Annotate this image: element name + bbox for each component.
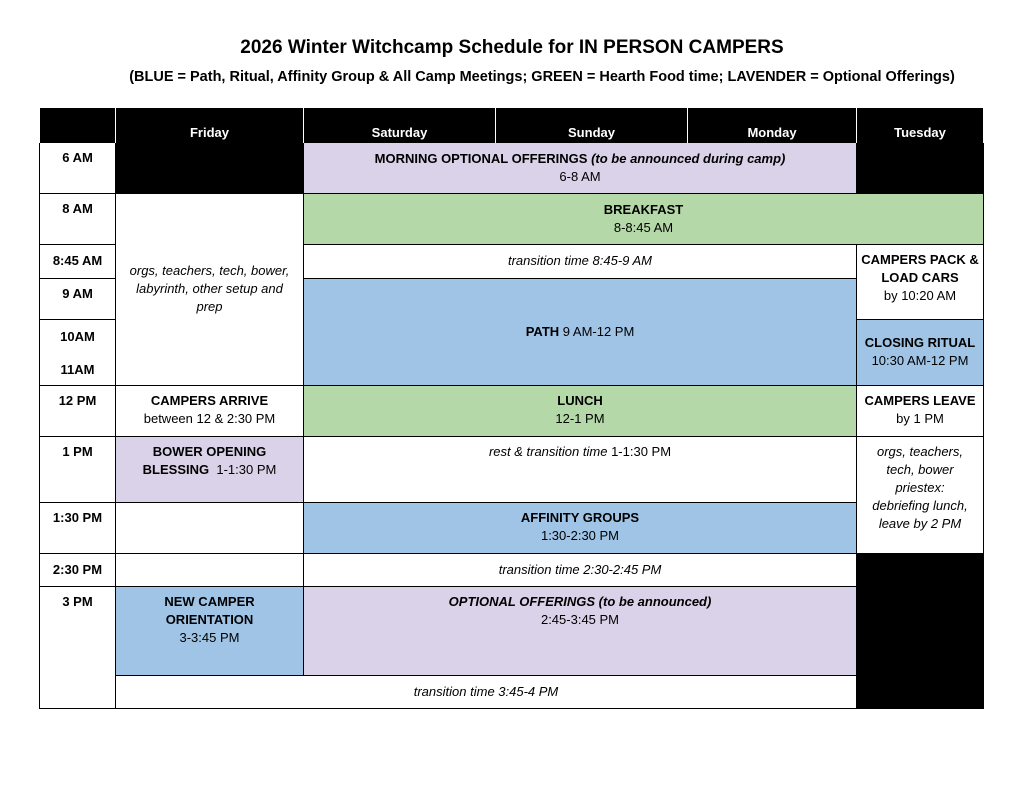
header-corner	[40, 108, 116, 142]
morning-offerings-title: MORNING OPTIONAL OFFERINGS	[374, 150, 588, 166]
bower-opening-time: 1-1:30 PM	[216, 461, 277, 477]
campers-arrive-title: CAMPERS ARRIVE	[150, 392, 269, 408]
transition-label: transition	[498, 561, 552, 577]
morning-offerings-cell	[304, 142, 857, 193]
header-tuesday: Tuesday	[857, 108, 984, 142]
path-title: PATH	[525, 323, 560, 339]
debrief-line-5: leave by 2 PM	[878, 515, 962, 531]
row-8am	[40, 193, 984, 244]
campers-leave-title: CAMPERS LEAVE	[864, 392, 976, 408]
header-row	[40, 108, 984, 142]
setup-cell	[116, 193, 304, 385]
time-label: 12 PM	[40, 385, 116, 436]
time-label: 11AM	[40, 355, 116, 385]
affinity-groups-title: AFFINITY GROUPS	[520, 509, 640, 525]
pack-cars-title-2: LOAD CARS	[881, 269, 959, 285]
campers-arrive-cell	[116, 385, 304, 436]
optional-offerings-cell	[304, 586, 857, 675]
transition-cell-230	[304, 553, 857, 586]
path-cell	[304, 278, 857, 385]
blocked-cell	[857, 142, 984, 193]
empty-cell	[116, 502, 304, 553]
rest-transition-time: 1-1:30 PM	[611, 443, 672, 459]
rest-transition-label: rest & transition time	[488, 443, 608, 459]
bower-opening-title-2: BLESSING	[142, 461, 210, 477]
campers-leave-cell	[857, 385, 984, 436]
closing-ritual-title: CLOSING RITUAL	[864, 335, 976, 350]
time-label: 1:30 PM	[40, 502, 116, 553]
new-camper-time: 3-3:45 PM	[179, 629, 240, 645]
transition-label: transition	[413, 683, 467, 699]
campers-leave-time: by 1 PM	[896, 410, 944, 426]
affinity-groups-time: 1:30-2:30 PM	[540, 527, 620, 543]
lunch-time: 12-1 PM	[555, 410, 605, 426]
new-camper-cell	[116, 586, 304, 675]
time-label: 10AM	[40, 319, 116, 355]
path-time: 9 AM-12 PM	[562, 323, 635, 339]
debrief-line-4: debriefing lunch,	[872, 497, 968, 513]
row-6am	[40, 142, 984, 193]
optional-offerings-title: OPTIONAL OFFERINGS (to be announced)	[448, 593, 712, 609]
time-label: 6 AM	[40, 142, 116, 193]
debrief-line-2: tech, bower	[886, 461, 954, 477]
rest-transition-cell	[304, 436, 857, 502]
header-friday: Friday	[116, 108, 304, 142]
pack-cars-time: by 10:20 AM	[883, 287, 957, 303]
breakfast-time: 8-8:45 AM	[613, 219, 674, 235]
transition-time: time 2:30-2:45 PM	[555, 561, 662, 577]
row-3pm	[40, 586, 984, 675]
row-345pm	[40, 675, 984, 708]
time-label: 1 PM	[40, 436, 116, 502]
time-label: 8:45 AM	[40, 244, 116, 278]
row-130pm	[40, 502, 984, 553]
header-monday: Monday	[688, 108, 857, 142]
morning-offerings-note: (to be announced during camp)	[591, 150, 786, 166]
debrief-line-1: orgs, teachers,	[877, 443, 963, 459]
debrief-line-3: priestex:	[895, 479, 945, 495]
pack-cars-title-1: CAMPERS PACK &	[861, 251, 979, 267]
setup-text-1: orgs, teachers, tech, bower,	[129, 263, 290, 278]
debrief-cell	[857, 436, 984, 553]
pack-cars-cell	[857, 244, 984, 319]
row-12pm	[40, 385, 984, 436]
empty-cell	[116, 553, 304, 586]
header-sunday: Sunday	[496, 108, 688, 142]
transition-time: time 8:45-9 AM	[564, 253, 653, 268]
closing-ritual-cell	[857, 319, 984, 385]
row-1pm	[40, 436, 984, 502]
blocked-cell	[116, 142, 304, 193]
bower-opening-title-1: BOWER OPENING	[152, 443, 267, 459]
row-230pm	[40, 553, 984, 586]
setup-text-2: labyrinth, other setup and	[136, 281, 283, 296]
campers-arrive-time: between 12 & 2:30 PM	[143, 410, 276, 426]
time-label: 9 AM	[40, 278, 116, 319]
bower-opening-cell	[116, 436, 304, 502]
affinity-groups-cell	[304, 502, 857, 553]
setup-text-3: prep	[196, 299, 223, 314]
morning-offerings-time: 6-8 AM	[559, 168, 601, 184]
new-camper-title-2: ORIENTATION	[165, 611, 254, 627]
time-label: 3 PM	[40, 586, 116, 708]
time-label: 2:30 PM	[40, 553, 116, 586]
breakfast-cell	[304, 193, 984, 244]
blocked-cell	[857, 553, 984, 708]
optional-offerings-time: 2:45-3:45 PM	[540, 611, 620, 627]
schedule-table	[39, 108, 984, 709]
transition-label: transition	[507, 253, 561, 268]
time-label: 8 AM	[40, 193, 116, 244]
transition-cell-345	[116, 675, 857, 708]
lunch-cell	[304, 385, 857, 436]
closing-ritual-time: 10:30 AM-12 PM	[871, 353, 969, 368]
lunch-title: LUNCH	[557, 392, 603, 408]
breakfast-title: BREAKFAST	[603, 201, 684, 217]
page-title: 2026 Winter Witchcamp Schedule for IN PERSON CAMPERS	[240, 37, 784, 58]
color-legend: (BLUE = Path, Ritual, Affinity Group & All Camp Meetings; GREEN = Hearth Food time; LAVENDER = Optional Offerings)	[129, 69, 955, 85]
header-saturday: Saturday	[304, 108, 496, 142]
new-camper-title-1: NEW CAMPER	[164, 593, 255, 609]
transition-cell-845	[304, 244, 857, 278]
transition-time: time 3:45-4 PM	[470, 683, 559, 699]
